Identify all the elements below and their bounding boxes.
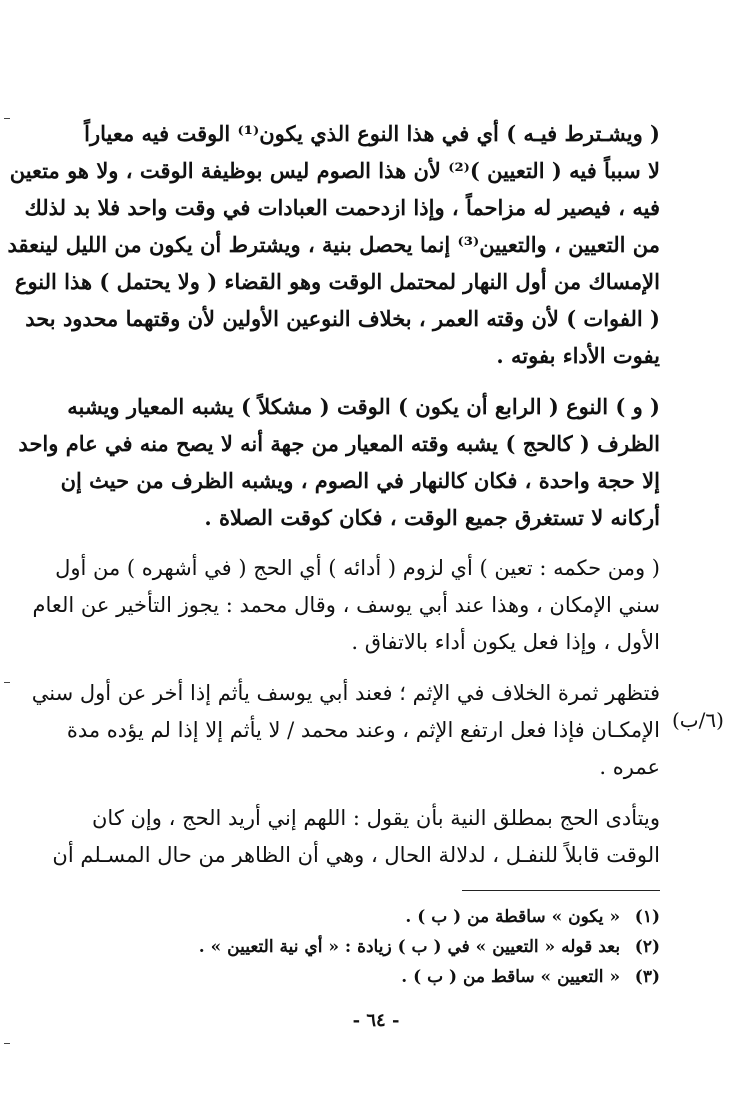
text-line: ( ومن حكمه : تعين ) أي لزوم ( أدائه ) أي الحج ( في أشهره ) من أول	[55, 556, 660, 580]
footnote-1	[180, 902, 660, 932]
paragraph-5	[52, 800, 660, 874]
scan-speck	[4, 682, 10, 683]
text-line: عمره .	[599, 755, 660, 779]
footnote-3	[180, 962, 660, 992]
text-line: ( ويشـترط فيـه ) أي في هذا النوع الذي يكون⁽¹⁾ الوقت فيه معياراً	[84, 121, 660, 146]
footnotes	[180, 902, 660, 992]
footnote-2	[180, 932, 660, 962]
text-line: إلا حجة واحدة ، فكان كالنهار في الصوم ، ويشبه الظرف من حيث إن	[60, 468, 660, 493]
footnote-text: بعد قوله « التعيين » في ( ب ) زيادة : « أي نية التعيين » .	[198, 937, 621, 957]
text-line: الظرف ( كالحج ) يشبه وقته المعيار من جهة أنه لا يصح منه في عام واحد	[18, 431, 660, 456]
paragraph-2	[18, 388, 660, 536]
footnote-number: (٣)	[634, 967, 660, 987]
manuscript-folio-marker: (٦/ب)	[672, 708, 724, 732]
text-line: الأول ، وإذا فعل يكون أداء بالاتفاق .	[351, 630, 660, 654]
paragraph-1	[7, 115, 660, 374]
text-line: سني الإمكان ، وهذا عند أبي يوسف ، وقال محمد : يجوز التأخير عن العام	[32, 593, 660, 617]
scan-speck	[4, 1043, 10, 1044]
footnote-divider	[462, 890, 660, 891]
text-line: أركانه لا تستغرق جميع الوقت ، فكان كوقت الصلاة .	[204, 505, 660, 530]
text-line: فتظهر ثمرة الخلاف في الإثم ؛ فعند أبي يوسف يأثم إذا أخر عن أول سني	[31, 681, 660, 705]
text-line: ويتأدى الحج بمطلق النية بأن يقول : اللهم إني أريد الحج ، وإن كان	[92, 806, 660, 830]
text-line: يفوت الأداء بفوته .	[496, 343, 660, 368]
text-line: ( و ) النوع ( الرابع أن يكون ) الوقت ( مشكلاً ) يشبه المعيار ويشبه	[67, 394, 660, 419]
paragraph-3	[32, 550, 660, 661]
text-line: لا سبباً فيه ( التعيين )⁽²⁾ لأن هذا الصوم ليس بوظيفة الوقت ، ولا هو متعين	[9, 158, 660, 183]
footnote-number: (١)	[634, 907, 660, 927]
footnote-text: « التعيين » ساقط من ( ب ) .	[401, 967, 621, 987]
text-line: فيه ، فيصير له مزاحماً ، وإذا ازدحمت العبادات في وقت واحد فلا بد لذلك	[24, 195, 660, 220]
footnote-text: « يكون » ساقطة من ( ب ) .	[405, 907, 621, 927]
text-line: الوقت قابلاً للنفـل ، لدلالة الحال ، وهي أن الظاهر من حال المسـلم أن	[52, 843, 660, 867]
page-number: - ٦٤ -	[352, 1010, 400, 1031]
text-line: ( الفوات ) لأن وقته العمر ، بخلاف النوعين الأولين لأن وقتهما محدود بحد	[25, 306, 660, 331]
text-line: الإمكـان فإذا فعل ارتفع الإثم ، وعند محمد / لا يأثم إلا إذا لم يؤده مدة	[66, 718, 660, 742]
footnote-number: (٢)	[634, 937, 660, 957]
text-line: الإمساك من أول النهار لمحتمل الوقت وهو القضاء ( ولا يحتمل ) هذا النوع	[14, 269, 660, 294]
paragraph-4	[31, 675, 660, 786]
scan-speck	[4, 118, 10, 119]
main-text	[7, 115, 660, 888]
text-line: من التعيين ، والتعيين⁽³⁾ إنما يحصل بنية ، ويشترط أن يكون من الليل لينعقد	[7, 232, 660, 257]
